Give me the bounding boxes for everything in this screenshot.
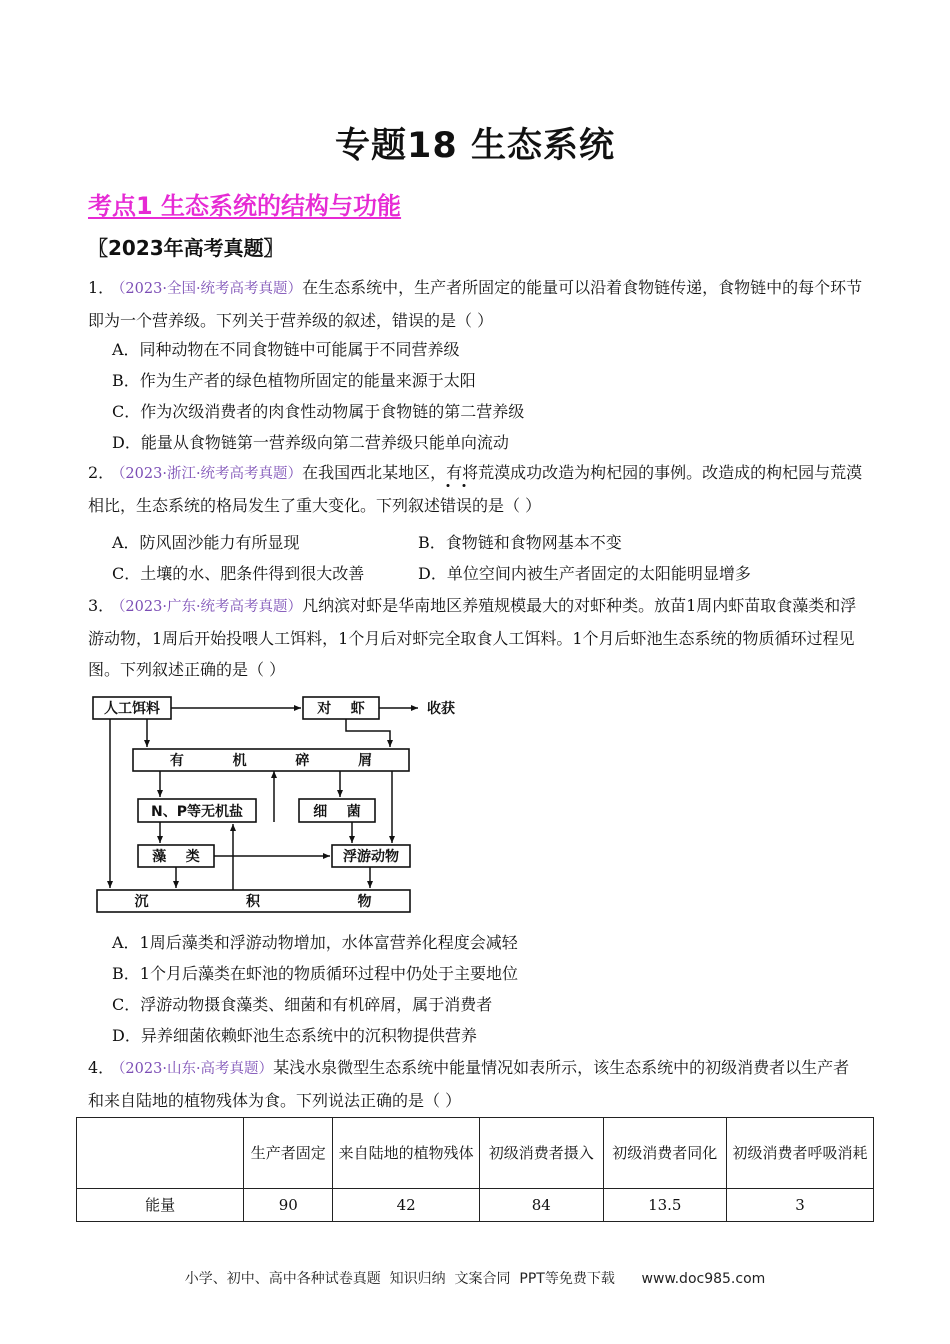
topic-heading: 考点1 生态系统的结构与功能	[88, 192, 402, 220]
table-header-cell: 生产者固定	[244, 1118, 333, 1189]
arrow-shrimp-detritus	[346, 719, 390, 747]
question-text: 在我国西北某地区，有将荒漠成功改造为枸杞园的事例。改造成的枸杞园与荒漠相比，生态系统的格局发生了重大变化。下列叙述	[88, 463, 863, 515]
label-shrimp: 对 虾	[317, 701, 365, 717]
label-harvest: 收获	[427, 701, 455, 717]
label-zooplankton: 浮游动物	[343, 849, 399, 865]
table-cell: 3	[727, 1189, 874, 1222]
q1-option-d: D．能量从食物链第一营养级向第二营养级只能单向流动	[112, 433, 509, 452]
emphasis-char: 错	[440, 490, 456, 521]
table-cell: 13.5	[603, 1189, 726, 1222]
table-header-cell: 来自陆地的植物残体	[333, 1118, 480, 1189]
question-source: （2023·山东·高考真题）	[118, 1061, 274, 1077]
footer: 小学、初中、高中各种试卷真题 知识归纳 文案合同 PPT等免费下载 www.doc985.com	[184, 1271, 766, 1287]
question-number: 4．	[88, 1058, 115, 1077]
q2-option-a: A．防风固沙能力有所显现	[112, 533, 300, 552]
label-bacteria: 细 菌	[313, 804, 361, 820]
table-row-label: 能量	[77, 1189, 244, 1222]
q3-option-b: B．1个月后藻类在虾池的物质循环过程中仍处于主要地位	[112, 964, 518, 983]
section-heading: 〖2023年高考真题〗	[88, 236, 284, 260]
table-cell: 84	[480, 1189, 603, 1222]
table-header-cell: 初级消费者呼吸消耗	[727, 1118, 874, 1189]
label-detritus: 有 机 碎 屑	[169, 753, 373, 769]
q3-option-c: C．浮游动物摄食藻类、细菌和有机碎屑，属于消费者	[112, 995, 493, 1014]
question-1	[88, 272, 864, 336]
question-number: 1．	[88, 278, 115, 297]
q1-option-b: B．作为生产者的绿色植物所固定的能量来源于太阳	[112, 371, 476, 390]
question-text: 某浅水泉微型生态系统中能量情况如表所示，该生态系统中的初级消费者以生产者和来自陆地的植物残体为食。下列说法正确的是（ ）	[88, 1058, 850, 1110]
label-feed: 人工饵料	[104, 701, 160, 717]
question-text: 在生态系统中，生产者所固定的能量可以沿着食物链传递，食物链中的每个环节即为一个营养级。下列关于营养级的叙述，错误的是（ ）	[88, 278, 863, 330]
q3-option-d: D．异养细菌依赖虾池生态系统中的沉积物提供营养	[112, 1026, 477, 1045]
question-source: （2023·广东·统考高考真题）	[118, 599, 303, 615]
question-4	[88, 1052, 864, 1116]
question-source: （2023·全国·统考高考真题）	[118, 281, 303, 297]
q2-option-d: D．单位空间内被生产者固定的太阳能明显增多	[418, 564, 751, 583]
label-salts: N、P等无机盐	[151, 804, 243, 820]
energy-table	[76, 1117, 874, 1222]
question-number: 2．	[88, 463, 115, 482]
table-cell: 90	[244, 1189, 333, 1222]
question-2	[88, 457, 864, 521]
q3-option-a: A．1周后藻类和浮游动物增加，水体富营养化程度会减轻	[112, 933, 518, 952]
emphasis-char: 误	[456, 490, 472, 521]
label-sediment: 沉 积 物	[134, 894, 372, 910]
page-title: 专题18 生态系统	[335, 126, 615, 166]
table-header-cell	[77, 1118, 244, 1189]
q1-option-c: C．作为次级消费者的肉食性动物属于食物链的第二营养级	[112, 402, 525, 421]
question-text: 凡纳滨对虾是华南地区养殖规模最大的对虾种类。放苗1周内虾苗取食藻类和浮游动物，1周后开始投喂人工饵料，1个月后对虾完全取食人工饵料。1个月后虾池生态系统的物质循环过程见图。下列叙述正确的是（ ）	[88, 596, 857, 679]
q2-option-c: C．土壤的水、肥条件得到很大改善	[112, 564, 365, 583]
table-header-row	[77, 1118, 874, 1189]
question-source: （2023·浙江·统考高考真题）	[118, 466, 303, 482]
table-header-cell: 初级消费者同化	[603, 1118, 726, 1189]
question-number: 3．	[88, 596, 115, 615]
question-3	[88, 590, 864, 685]
q1-option-a: A．同种动物在不同食物链中可能属于不同营养级	[112, 340, 460, 359]
table-header-cell: 初级消费者摄入	[480, 1118, 603, 1189]
question-text-end: 的是（ ）	[472, 496, 542, 515]
table-cell: 42	[333, 1189, 480, 1222]
label-algae: 藻 类	[152, 849, 200, 865]
table-row	[77, 1189, 874, 1222]
q2-option-b: B．食物链和食物网基本不变	[418, 533, 622, 552]
material-cycle-diagram	[90, 690, 470, 920]
